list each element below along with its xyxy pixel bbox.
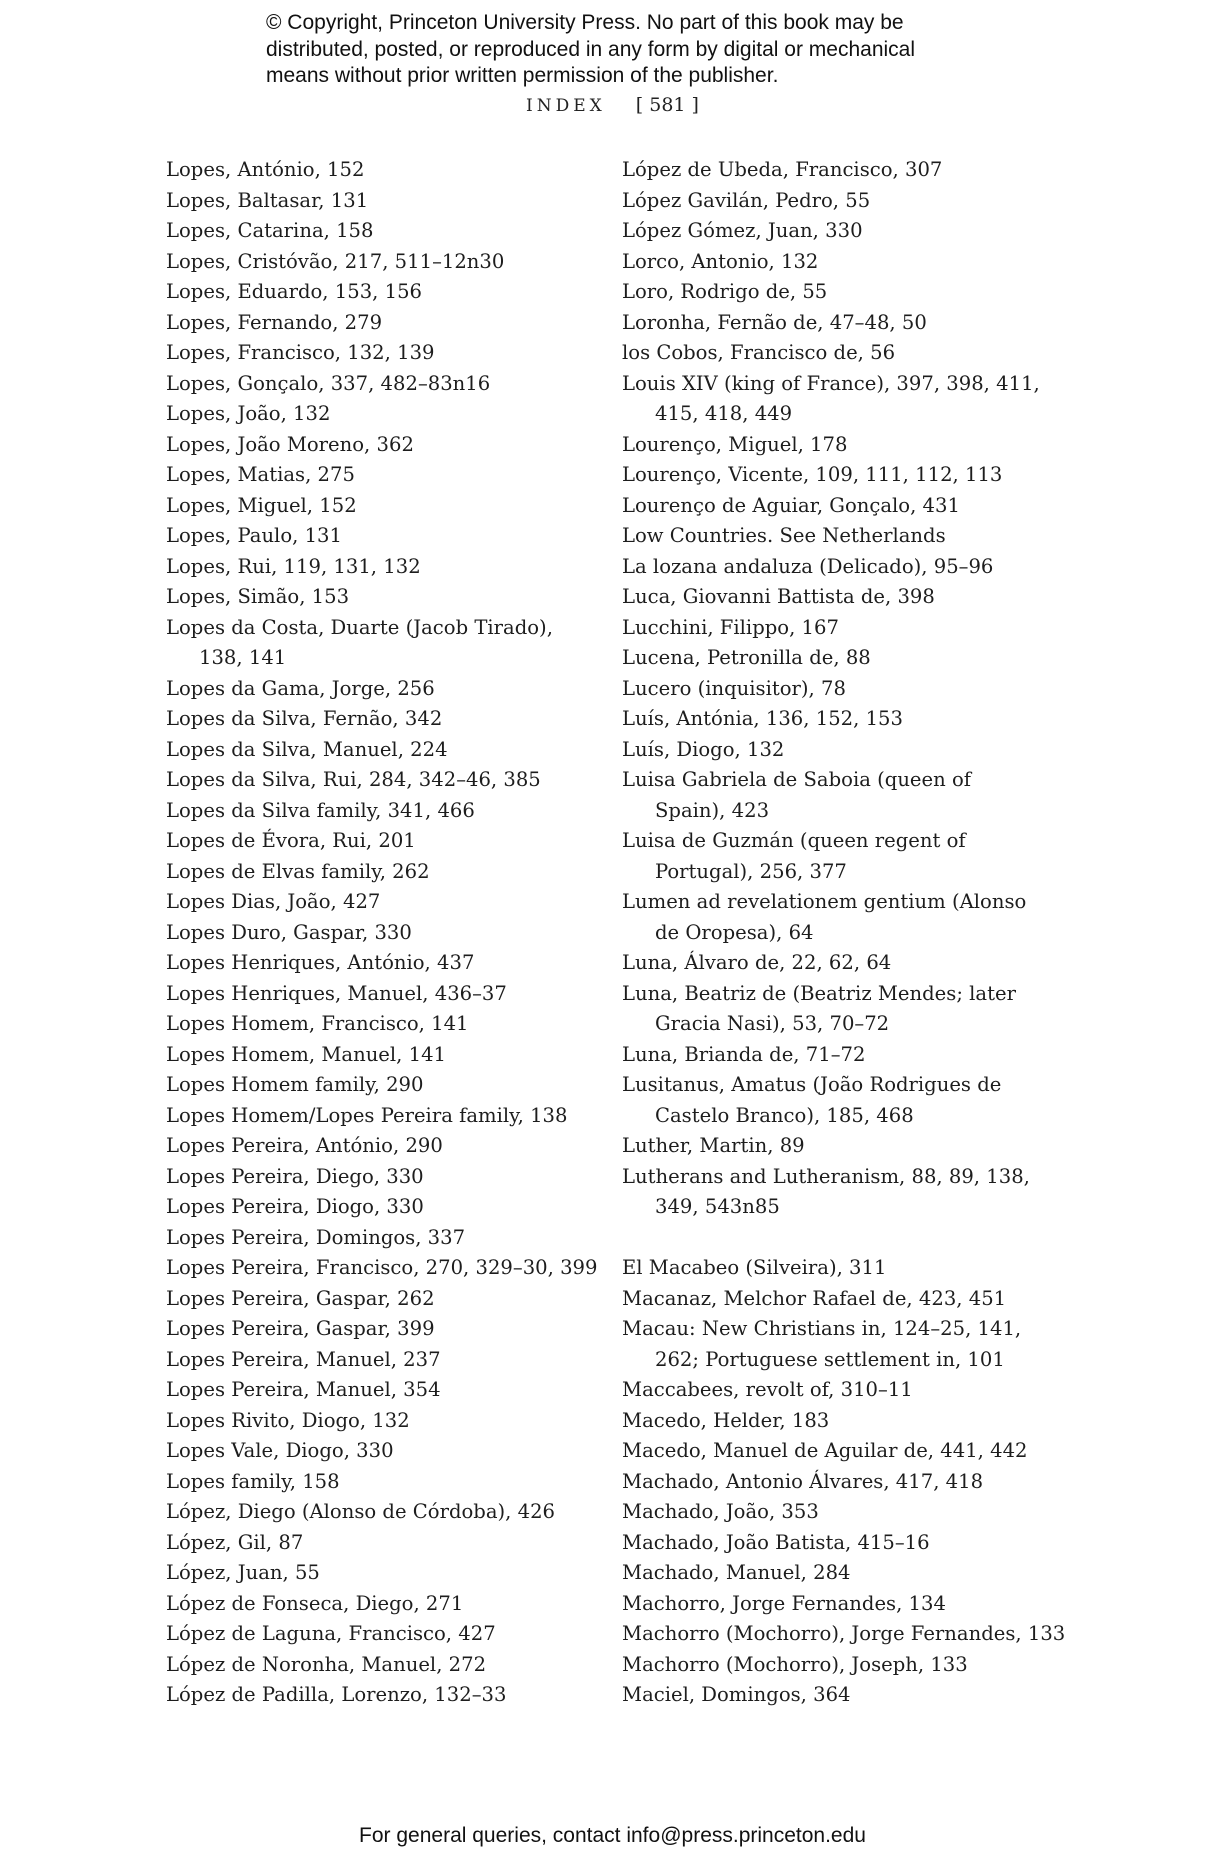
index-entry-text: Lopes Dias, João, 427 xyxy=(166,890,381,913)
index-entry xyxy=(622,1253,1062,1284)
index-entry-text: Lopes Vale, Diogo, 330 xyxy=(166,1439,394,1462)
index-entry-text: López de Fonseca, Diego, 271 xyxy=(166,1591,464,1615)
index-entry xyxy=(622,369,1062,430)
index-entry-text: Loro, Rodrigo de, 55 xyxy=(622,280,828,303)
index-entry-text: La lozana andaluza (Delicado), 95–96 xyxy=(622,554,994,578)
index-entry xyxy=(622,1070,1062,1131)
index-entry-text: Lopes Duro, Gaspar, 330 xyxy=(166,920,412,944)
index-entry-text: Luís, Diogo, 132 xyxy=(622,737,785,761)
index-entry xyxy=(622,1497,1062,1528)
index-entry xyxy=(166,1284,606,1315)
index-entry xyxy=(166,491,606,522)
index-entry-text: López, Gil, 87 xyxy=(166,1530,304,1554)
index-entry xyxy=(166,399,606,430)
index-entry-text: Luna, Brianda de, 71–72 xyxy=(622,1042,866,1066)
index-entry xyxy=(166,186,606,217)
index-entry xyxy=(166,1040,606,1071)
index-entry-text: Lucchini, Filippo, 167 xyxy=(622,615,839,639)
index-entry xyxy=(622,1436,1062,1467)
index-entry xyxy=(166,1375,606,1406)
index-entry xyxy=(166,1070,606,1101)
index-entry xyxy=(622,887,1062,948)
index-entry-text: Lopes Henriques, Manuel, 436–37 xyxy=(166,981,507,1005)
index-entry xyxy=(166,1101,606,1132)
index-entry-text: Lucero (inquisitor), 78 xyxy=(622,676,846,700)
index-entry xyxy=(622,1558,1062,1589)
index-entry xyxy=(622,1680,1062,1711)
index-entry-text: Lopes de Elvas family, 262 xyxy=(166,859,430,883)
index-entry-text: Lopes Pereira, Francisco, 270, 329–30, 399 xyxy=(166,1256,598,1279)
index-entry-text: Lopes, Rui, 119, 131, 132 xyxy=(166,554,421,578)
index-entry-continuation: 415, 418, 449 xyxy=(655,402,793,425)
index-entry-text: Lopes, Baltasar, 131 xyxy=(166,188,369,212)
index-entry xyxy=(166,887,606,918)
index-entry xyxy=(166,247,606,278)
index-entry xyxy=(166,1192,606,1223)
index-entry-text: Lopes da Costa, Duarte (Jacob Tirado), xyxy=(166,615,553,639)
index-column-left xyxy=(166,155,606,1711)
index-entry xyxy=(166,1314,606,1345)
index-entry-text: López de Noronha, Manuel, 272 xyxy=(166,1652,487,1676)
index-entry-text: Macedo, Helder, 183 xyxy=(622,1408,830,1432)
index-entry xyxy=(622,521,1062,552)
index-entry-text: Lopes Pereira, Gaspar, 399 xyxy=(166,1317,435,1340)
index-entry-text: Lopes de Évora, Rui, 201 xyxy=(166,829,416,852)
index-entry-text: Lopes Pereira, Gaspar, 262 xyxy=(166,1286,435,1310)
index-entry xyxy=(622,1467,1062,1498)
index-entry-text: López Gómez, Juan, 330 xyxy=(622,219,863,242)
index-entry xyxy=(166,1680,606,1711)
index-entry-text: Lourenço, Vicente, 109, 111, 112, 113 xyxy=(622,463,1003,486)
index-entry xyxy=(166,1467,606,1498)
index-entry xyxy=(166,308,606,339)
index-entry-text: Lopes, António, 152 xyxy=(166,158,365,181)
index-entry-text: Macau: New Christians in, 124–25, 141, xyxy=(622,1317,1022,1340)
index-entry-text: Lopes da Silva, Manuel, 224 xyxy=(166,737,448,761)
index-entry xyxy=(622,460,1062,491)
index-entry xyxy=(622,1619,1066,1650)
index-entry-text: Lopes, Simão, 153 xyxy=(166,585,350,608)
index-entry-text: López Gavilán, Pedro, 55 xyxy=(622,188,871,212)
index-entry-continuation: 138, 141 xyxy=(199,646,287,669)
index-entry xyxy=(622,1314,1062,1375)
index-entry-text: Lopes Rivito, Diogo, 132 xyxy=(166,1408,410,1432)
index-entry-continuation: 349, 543n85 xyxy=(655,1195,780,1218)
index-entry-text: López, Diego (Alonso de Córdoba), 426 xyxy=(166,1500,556,1523)
index-entry xyxy=(622,338,1062,369)
index-entry xyxy=(622,1162,1062,1223)
index-entry xyxy=(166,430,606,461)
index-entry xyxy=(622,155,1062,186)
index-entry-text: Luna, Beatriz de (Beatriz Mendes; later xyxy=(622,981,1016,1005)
index-entry-text: Lopes Homem, Manuel, 141 xyxy=(166,1042,447,1066)
index-entry xyxy=(166,1436,606,1467)
footer-contact: For general queries, contact info@press.princeton.edu xyxy=(359,1824,866,1847)
index-entry-continuation: 262; Portuguese settlement in, 101 xyxy=(655,1347,1005,1371)
index-entry-text: Lopes Pereira, Diego, 330 xyxy=(166,1164,424,1188)
index-entry xyxy=(166,1345,606,1376)
index-entry-text: Lopes, Miguel, 152 xyxy=(166,493,357,517)
copyright-line: © Copyright, Princeton University Press. No part of this book may be xyxy=(266,11,904,34)
index-entry-continuation: Gracia Nasi), 53, 70–72 xyxy=(655,1012,890,1035)
index-entry xyxy=(622,582,1062,613)
index-entry-text: Macanaz, Melchor Rafael de, 423, 451 xyxy=(622,1286,1007,1310)
index-entry xyxy=(166,216,606,247)
index-entry xyxy=(622,674,1062,705)
index-entry-text: Lopes Homem/Lopes Pereira family, 138 xyxy=(166,1103,568,1127)
index-entry xyxy=(166,857,606,888)
index-entry-continuation: Spain), 423 xyxy=(655,798,770,822)
index-entry xyxy=(166,1162,606,1193)
index-entry xyxy=(622,1589,1062,1620)
index-entry xyxy=(622,1528,1062,1559)
index-entry-text: Lopes Henriques, António, 437 xyxy=(166,951,475,974)
index-entry-text: Lopes family, 158 xyxy=(166,1469,340,1493)
index-entry xyxy=(166,582,606,613)
index-entry xyxy=(166,1009,606,1040)
index-entry-text: Lopes, Fernando, 279 xyxy=(166,310,383,334)
index-entry-text: Machado, Antonio Álvares, 417, 418 xyxy=(622,1469,984,1493)
index-entry-text: López de Ubeda, Francisco, 307 xyxy=(622,158,943,181)
index-entry xyxy=(166,369,606,400)
index-entry xyxy=(622,430,1062,461)
index-entry-text: López, Juan, 55 xyxy=(166,1561,320,1584)
index-entry-continuation: Castelo Branco), 185, 468 xyxy=(655,1103,914,1127)
index-entry-text: Machorro, Jorge Fernandes, 134 xyxy=(622,1591,946,1615)
index-entry xyxy=(622,613,1062,644)
index-entry xyxy=(166,460,606,491)
index-entry-text: Luisa Gabriela de Saboia (queen of xyxy=(622,768,972,791)
index-entry xyxy=(622,1131,1062,1162)
index-entry-text: Lucena, Petronilla de, 88 xyxy=(622,646,871,669)
index-entry xyxy=(622,704,1062,735)
index-entry xyxy=(166,826,606,857)
copyright-notice xyxy=(266,10,1026,90)
index-entry-text: Machado, João Batista, 415–16 xyxy=(622,1530,930,1554)
index-entry xyxy=(166,735,606,766)
index-entry-text: Louis XIV (king of France), 397, 398, 411, xyxy=(622,371,1040,395)
index-entry xyxy=(166,1406,606,1437)
index-entry-text: Machado, João, 353 xyxy=(622,1500,819,1523)
index-entry xyxy=(166,674,606,705)
index-entry-text: Lopes da Silva family, 341, 466 xyxy=(166,798,475,822)
copyright-line: distributed, posted, or reproduced in any form by digital or mechanical xyxy=(266,37,916,61)
page-number: [ 581 ] xyxy=(635,94,699,116)
index-entry-text: Macedo, Manuel de Aguilar de, 441, 442 xyxy=(622,1439,1028,1462)
index-entry-text: Lourenço, Miguel, 178 xyxy=(622,432,848,456)
index-entry xyxy=(166,979,606,1010)
index-entry xyxy=(166,613,606,674)
index-entry-text: Lopes Pereira, Manuel, 237 xyxy=(166,1347,441,1371)
index-entry-continuation: Portugal), 256, 377 xyxy=(655,859,847,883)
index-entry xyxy=(622,1650,1062,1681)
index-entry xyxy=(622,1375,1062,1406)
index-entry-text: Luca, Giovanni Battista de, 398 xyxy=(622,585,935,608)
index-entry-text: Lopes da Gama, Jorge, 256 xyxy=(166,676,435,700)
index-entry-text: Lopes, Gonçalo, 337, 482–83n16 xyxy=(166,371,491,395)
index-entry xyxy=(166,1223,606,1254)
index-entry-continuation: de Oropesa), 64 xyxy=(655,920,814,944)
index-entry xyxy=(622,308,1062,339)
index-entry-text: Lopes Pereira, Manuel, 354 xyxy=(166,1378,441,1401)
index-entry-text: López de Padilla, Lorenzo, 132–33 xyxy=(166,1683,507,1706)
index-entry xyxy=(166,1131,606,1162)
index-entry xyxy=(622,277,1062,308)
index-entry-text: Lumen ad revelationem gentium (Alonso xyxy=(622,890,1027,913)
index-entry xyxy=(622,1284,1062,1315)
index-entry xyxy=(166,704,606,735)
index-entry xyxy=(622,491,1062,522)
index-entry xyxy=(622,186,1062,217)
index-entry xyxy=(166,155,606,186)
index-entry-text: Lopes, Cristóvão, 217, 511–12n30 xyxy=(166,249,505,273)
copyright-line: means without prior written permission of the publisher. xyxy=(266,64,779,87)
index-entry-text: Loronha, Fernão de, 47–48, 50 xyxy=(622,310,927,334)
running-head-label: INDEX xyxy=(526,96,606,116)
index-entry-text: Lopes, João Moreno, 362 xyxy=(166,432,414,456)
index-entry xyxy=(622,948,1062,979)
index-entry xyxy=(622,247,1062,278)
index-entry xyxy=(166,552,606,583)
index-entry xyxy=(622,1406,1062,1437)
index-entry xyxy=(166,1619,606,1650)
running-head xyxy=(0,94,1225,116)
index-entry xyxy=(166,1497,606,1528)
index-entry xyxy=(166,1589,606,1620)
index-entry xyxy=(622,216,1062,247)
index-entry-text: Machorro (Mochorro), Joseph, 133 xyxy=(622,1652,968,1676)
index-entry-text: Lopes Pereira, António, 290 xyxy=(166,1134,443,1157)
index-entry-text: Low Countries. See Netherlands xyxy=(622,524,946,547)
index-entry xyxy=(166,796,606,827)
index-entry-text: Luisa de Guzmán (queen regent of xyxy=(622,829,966,852)
index-entry-text: Lopes da Silva, Rui, 284, 342–46, 385 xyxy=(166,768,541,791)
index-entry xyxy=(166,1253,606,1284)
index-entry-text: Luna, Álvaro de, 22, 62, 64 xyxy=(622,951,892,974)
index-entry-text: Luther, Martin, 89 xyxy=(622,1134,805,1157)
index-entry xyxy=(622,979,1062,1040)
index-entry-text: El Macabeo (Silveira), 311 xyxy=(622,1256,887,1279)
index-entry-text: Machado, Manuel, 284 xyxy=(622,1561,851,1584)
index-entry-text: Lutherans and Lutheranism, 88, 89, 138, xyxy=(622,1164,1030,1188)
index-entry-text: Luís, Antónia, 136, 152, 153 xyxy=(622,707,903,730)
index-entry-text: Lusitanus, Amatus (João Rodrigues de xyxy=(622,1073,1002,1096)
index-entry-text: Lorco, Antonio, 132 xyxy=(622,249,819,273)
index-entry-text: Lopes Homem family, 290 xyxy=(166,1073,424,1096)
index-entry-text: Lourenço de Aguiar, Gonçalo, 431 xyxy=(622,493,960,517)
index-entry-text: Lopes Pereira, Domingos, 337 xyxy=(166,1225,466,1249)
index-entry xyxy=(622,735,1062,766)
index-entry-text: Lopes, João, 132 xyxy=(166,402,331,425)
index-entry-text: Maciel, Domingos, 364 xyxy=(622,1683,851,1706)
index-entry-text: los Cobos, Francisco de, 56 xyxy=(622,341,896,364)
index-entry-text: Lopes, Francisco, 132, 139 xyxy=(166,341,435,364)
index-entry-text: Lopes, Eduardo, 153, 156 xyxy=(166,280,423,303)
index-entry xyxy=(622,1040,1062,1071)
index-entry xyxy=(166,918,606,949)
index-entry xyxy=(166,521,606,552)
index-entry-text: Lopes, Matias, 275 xyxy=(166,463,355,486)
index-entry xyxy=(166,277,606,308)
index-column-right xyxy=(622,155,1066,1711)
index-entry xyxy=(622,765,1062,826)
index-entry xyxy=(622,826,1062,887)
index-entry-text: Maccabees, revolt of, 310–11 xyxy=(622,1378,913,1401)
index-entry xyxy=(166,338,606,369)
index-entry xyxy=(166,1528,606,1559)
index-entry-text: Lopes Homem, Francisco, 141 xyxy=(166,1012,469,1035)
index-entry xyxy=(166,765,606,796)
index-entry-text: Machorro (Mochorro), Jorge Fernandes, 133 xyxy=(622,1622,1066,1645)
index-entry-text: Lopes, Catarina, 158 xyxy=(166,219,374,242)
index-entry-text: Lopes da Silva, Fernão, 342 xyxy=(166,707,443,730)
index-entry-text: López de Laguna, Francisco, 427 xyxy=(166,1622,496,1645)
index-entry-text: Lopes, Paulo, 131 xyxy=(166,524,342,547)
index-entry xyxy=(166,1558,606,1589)
index-entry xyxy=(166,948,606,979)
index-entry xyxy=(622,552,1062,583)
index-entry-text: Lopes Pereira, Diogo, 330 xyxy=(166,1195,424,1218)
index-entry xyxy=(622,643,1062,674)
index-entry xyxy=(166,1650,606,1681)
